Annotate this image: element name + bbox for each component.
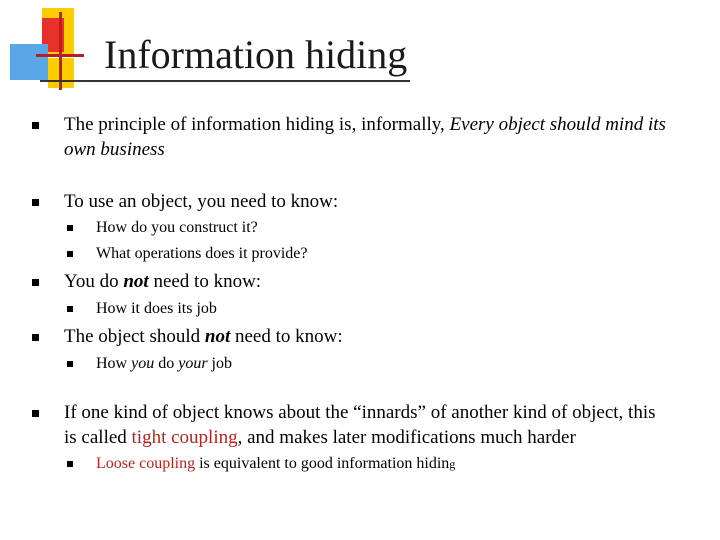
sub-bullet-marker xyxy=(67,306,73,312)
bullet-4-text xyxy=(64,325,343,349)
bullet-2-sub-2: What operations does it provide? xyxy=(96,245,308,262)
bullet-1-text-cont xyxy=(64,138,165,162)
bullet-5-text-cont xyxy=(64,426,576,450)
page-title: Information hiding xyxy=(104,32,408,77)
bullet-1-lead: The principle of information hiding is, informally, xyxy=(64,114,450,135)
bullet-1-quote: Every object should mind its xyxy=(449,114,666,135)
sub-bullet-marker xyxy=(67,251,73,257)
tight-coupling-term: tight coupling xyxy=(131,427,238,448)
bullet-1-text xyxy=(64,113,666,137)
sub-bullet-marker xyxy=(67,361,73,367)
bullet-4-sub-post: job xyxy=(207,355,232,372)
sub-bullet-marker xyxy=(67,461,73,467)
bullet-5-pre: is called xyxy=(64,427,132,448)
bullet-4-post: need to know: xyxy=(230,326,343,347)
bullet-3-post: need to know: xyxy=(148,271,262,292)
bullet-5-text: If one kind of object knows about the “innards” of another kind of object, this xyxy=(64,402,656,423)
bullet-marker xyxy=(32,199,39,206)
bullet-5-sub-tail: g xyxy=(449,457,456,471)
bullet-4-sub-pre: How xyxy=(96,355,132,372)
bullet-4-sub-you: you xyxy=(131,355,155,372)
title-underline xyxy=(40,80,410,82)
bullet-4-emph: not xyxy=(204,326,231,347)
bullet-1-quote-cont: own business xyxy=(64,139,165,160)
bullet-marker xyxy=(32,279,39,286)
bullet-marker xyxy=(32,334,39,341)
bullet-2-sub-1: How do you construct it? xyxy=(96,219,258,236)
bullet-4-pre: The object should xyxy=(64,326,205,347)
bullet-5-sub-post: is equivalent to good information hidin xyxy=(195,455,450,472)
bullet-5-post: , and makes later modifications much harder xyxy=(237,427,576,448)
bullet-marker xyxy=(32,122,39,129)
bullet-3-pre: You do xyxy=(64,271,124,292)
loose-coupling-term: Loose coupling xyxy=(96,455,196,472)
bullet-marker xyxy=(32,410,39,417)
sub-bullet-marker xyxy=(67,225,73,231)
bullet-3-text xyxy=(64,270,261,294)
bullet-4-sub-mid: do xyxy=(154,355,179,372)
bullet-5-sub-1 xyxy=(96,454,455,474)
bullet-2-text: To use an object, you need to know: xyxy=(64,191,339,212)
bullet-4-sub-your: your xyxy=(178,355,208,372)
bullet-3-emph: not xyxy=(123,271,149,292)
bullet-4-sub-1 xyxy=(96,354,232,374)
bullet-3-sub-1: How it does its job xyxy=(96,300,217,317)
slide-logo-icon xyxy=(0,0,100,100)
